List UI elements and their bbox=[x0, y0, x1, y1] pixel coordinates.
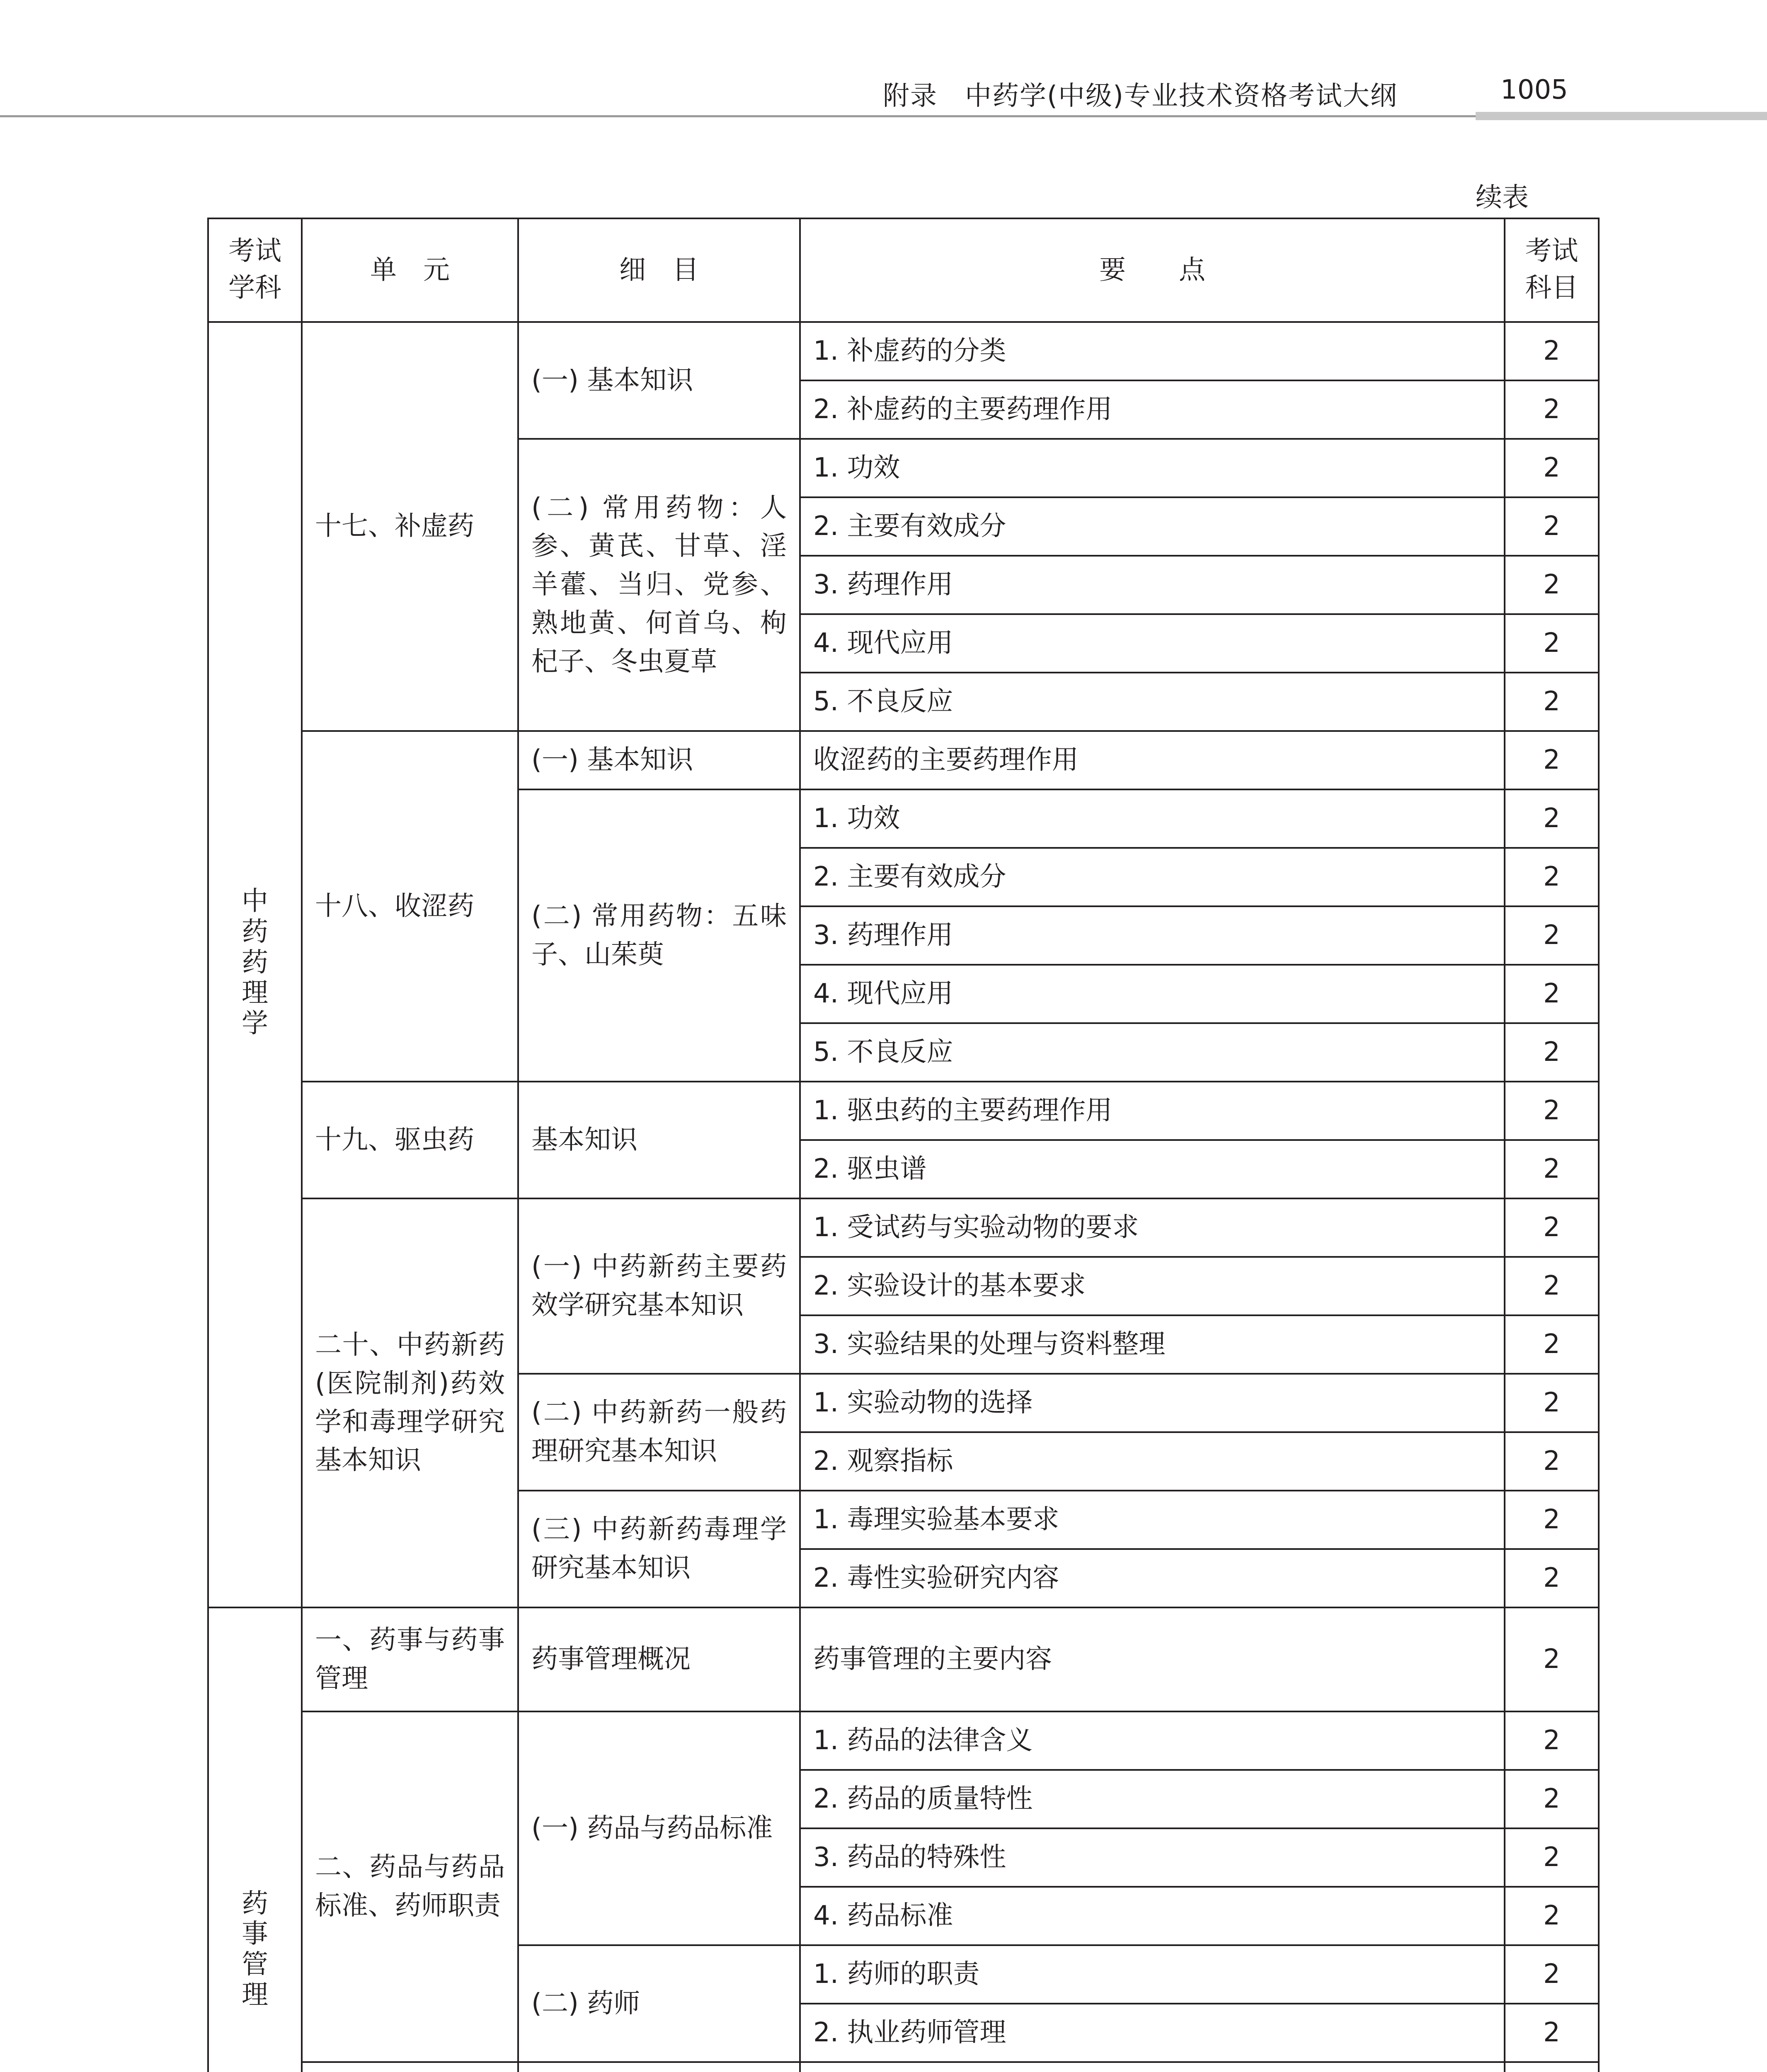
exam-cell: 2 bbox=[1505, 497, 1599, 556]
table-row bbox=[208, 2062, 1599, 2072]
point-cell: 3. 药理作用 bbox=[800, 556, 1505, 614]
exam-cell: 2 bbox=[1505, 1374, 1599, 1432]
point-cell: 2. 执业药师管理 bbox=[800, 2004, 1505, 2062]
exam-cell bbox=[1505, 2062, 1599, 2072]
table-row bbox=[208, 1082, 1599, 1140]
continued-label: 续表 bbox=[1476, 182, 1529, 213]
detail-cell: (二) 药师 bbox=[518, 1945, 800, 2062]
exam-cell: 2 bbox=[1505, 1549, 1599, 1607]
detail-cell: (一) 药品与药品标准 bbox=[518, 1711, 800, 1945]
exam-cell: 2 bbox=[1505, 1945, 1599, 2004]
point-cell: 1. 受试药与实验动物的要求 bbox=[800, 1198, 1505, 1257]
header-tab-bar bbox=[1476, 112, 1767, 120]
subject-cell: 药事管理 bbox=[208, 1607, 302, 2072]
col-points-header: 要 点 bbox=[800, 218, 1505, 322]
col-exam-header: 考试科目 bbox=[1505, 218, 1599, 322]
exam-cell: 2 bbox=[1505, 1887, 1599, 1945]
detail-cell: 基本知识 bbox=[518, 1082, 800, 1198]
table-row bbox=[208, 1607, 1599, 1711]
exam-cell: 2 bbox=[1505, 380, 1599, 439]
detail-cell: (二) 常用药物：人参、黄芪、甘草、淫羊藿、当归、党参、熟地黄、何首乌、枸杞子、冬虫夏草 bbox=[518, 439, 800, 731]
point-cell: 收涩药的主要药理作用 bbox=[800, 731, 1505, 789]
point-cell: 1. 毒理实验基本要求 bbox=[800, 1491, 1505, 1549]
exam-cell: 2 bbox=[1505, 673, 1599, 731]
table-row bbox=[208, 322, 1599, 380]
exam-cell: 2 bbox=[1505, 1770, 1599, 1828]
point-cell: 1. 功效 bbox=[800, 439, 1505, 497]
point-cell: 2. 主要有效成分 bbox=[800, 497, 1505, 556]
point-cell: 1. 药师的职责 bbox=[800, 1945, 1505, 2004]
point-cell: 3. 药理作用 bbox=[800, 906, 1505, 965]
exam-cell: 2 bbox=[1505, 1198, 1599, 1257]
table-row bbox=[208, 1711, 1599, 1770]
exam-cell: 2 bbox=[1505, 1315, 1599, 1374]
unit-cell: 二、药品与药品标准、药师职责 bbox=[302, 1711, 518, 2062]
point-cell: 2. 驱虫谱 bbox=[800, 1140, 1505, 1198]
detail-cell: (一) 基本知识 bbox=[518, 731, 800, 789]
exam-cell: 2 bbox=[1505, 1140, 1599, 1198]
page-number: 1005 bbox=[1500, 75, 1568, 105]
unit-cell: 十七、补虚药 bbox=[302, 322, 518, 731]
detail-cell: (三) 中药新药毒理学研究基本知识 bbox=[518, 1491, 800, 1607]
exam-cell: 2 bbox=[1505, 1257, 1599, 1315]
exam-cell: 2 bbox=[1505, 731, 1599, 789]
point-cell: 1. 补虚药的分类 bbox=[800, 322, 1505, 380]
exam-cell: 2 bbox=[1505, 848, 1599, 906]
point-cell: 1. 驱虫药的主要药理作用 bbox=[800, 1082, 1505, 1140]
point-cell: 4. 现代应用 bbox=[800, 614, 1505, 673]
exam-cell: 2 bbox=[1505, 1082, 1599, 1140]
exam-cell: 2 bbox=[1505, 789, 1599, 848]
detail-cell bbox=[518, 2062, 800, 2072]
exam-cell: 2 bbox=[1505, 322, 1599, 380]
exam-cell: 2 bbox=[1505, 556, 1599, 614]
table-row bbox=[208, 731, 1599, 789]
running-header: 附录 中药学(中级)专业技术资格考试大纲 bbox=[883, 81, 1398, 111]
detail-cell: (一) 基本知识 bbox=[518, 322, 800, 439]
exam-cell: 2 bbox=[1505, 906, 1599, 965]
point-cell: 2. 观察指标 bbox=[800, 1432, 1505, 1491]
exam-cell: 2 bbox=[1505, 965, 1599, 1023]
syllabus-table bbox=[207, 218, 1600, 2072]
point-cell: 2. 药品的质量特性 bbox=[800, 1770, 1505, 1828]
detail-cell: (一) 中药新药主要药效学研究基本知识 bbox=[518, 1198, 800, 1374]
col-detail-header: 细 目 bbox=[518, 218, 800, 322]
detail-cell: 药事管理概况 bbox=[518, 1607, 800, 1711]
point-cell: 2. 毒性实验研究内容 bbox=[800, 1549, 1505, 1607]
table-header-row bbox=[208, 218, 1599, 322]
header-rule bbox=[0, 115, 1476, 117]
point-cell: 3. 实验结果的处理与资料整理 bbox=[800, 1315, 1505, 1374]
exam-cell: 2 bbox=[1505, 614, 1599, 673]
point-cell: 3. 药品的特殊性 bbox=[800, 1828, 1505, 1887]
point-cell bbox=[800, 2062, 1505, 2072]
unit-cell: 二十、中药新药(医院制剂)药效学和毒理学研究基本知识 bbox=[302, 1198, 518, 1607]
point-cell: 药事管理的主要内容 bbox=[800, 1607, 1505, 1711]
point-cell: 5. 不良反应 bbox=[800, 673, 1505, 731]
exam-cell: 2 bbox=[1505, 1607, 1599, 1711]
exam-cell: 2 bbox=[1505, 439, 1599, 497]
col-unit-header: 单 元 bbox=[302, 218, 518, 322]
point-cell: 1. 功效 bbox=[800, 789, 1505, 848]
point-cell: 2. 主要有效成分 bbox=[800, 848, 1505, 906]
exam-cell: 2 bbox=[1505, 2004, 1599, 2062]
point-cell: 2. 实验设计的基本要求 bbox=[800, 1257, 1505, 1315]
exam-cell: 2 bbox=[1505, 1828, 1599, 1887]
exam-cell: 2 bbox=[1505, 1432, 1599, 1491]
point-cell: 1. 药品的法律含义 bbox=[800, 1711, 1505, 1770]
subject-cell: 中药药理学 bbox=[208, 322, 302, 1607]
point-cell: 4. 药品标准 bbox=[800, 1887, 1505, 1945]
exam-cell: 2 bbox=[1505, 1491, 1599, 1549]
unit-cell bbox=[302, 2062, 518, 2072]
unit-cell: 一、药事与药事管理 bbox=[302, 1607, 518, 1711]
exam-cell: 2 bbox=[1505, 1711, 1599, 1770]
col-subject-header: 考试学科 bbox=[208, 218, 302, 322]
exam-cell: 2 bbox=[1505, 1023, 1599, 1082]
unit-cell: 十八、收涩药 bbox=[302, 731, 518, 1082]
table-row bbox=[208, 1198, 1599, 1257]
unit-cell: 十九、驱虫药 bbox=[302, 1082, 518, 1198]
detail-cell: (二) 中药新药一般药理研究基本知识 bbox=[518, 1374, 800, 1491]
point-cell: 5. 不良反应 bbox=[800, 1023, 1505, 1082]
detail-cell: (二) 常用药物：五味子、山茱萸 bbox=[518, 789, 800, 1082]
point-cell: 2. 补虚药的主要药理作用 bbox=[800, 380, 1505, 439]
point-cell: 1. 实验动物的选择 bbox=[800, 1374, 1505, 1432]
point-cell: 4. 现代应用 bbox=[800, 965, 1505, 1023]
